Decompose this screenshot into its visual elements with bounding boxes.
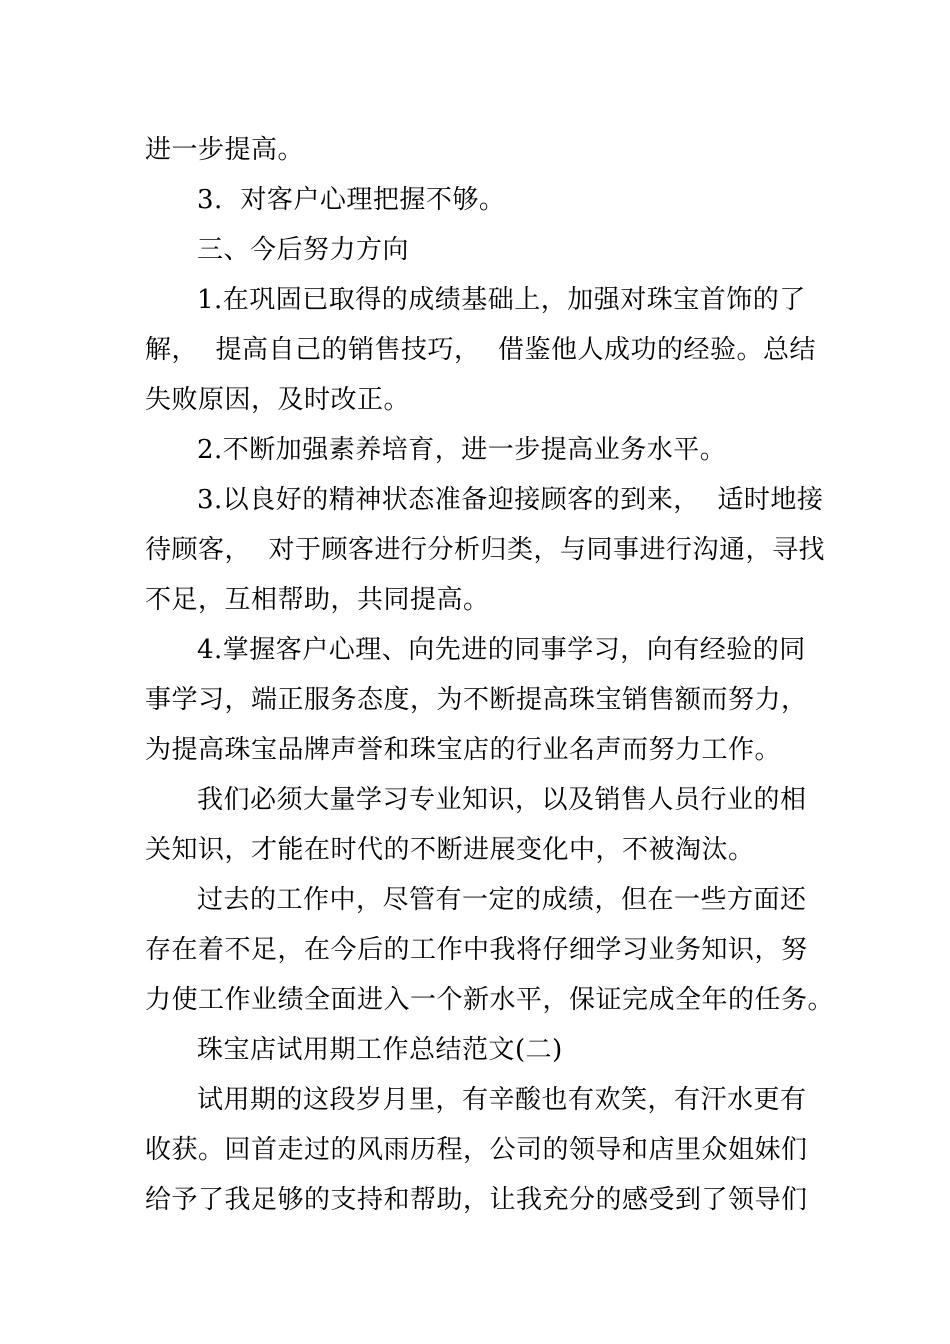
list-item-1: 1.在巩固已取得的成绩基础上，加强对珠宝首饰的了 <box>197 285 806 315</box>
text-line: 进一步提高。 <box>145 135 305 165</box>
text-line: 为提高珠宝品牌声誉和珠宝店的行业名声而努力工作。 <box>145 735 782 765</box>
paragraph-start: 试用期的这段岁月里，有辛酸也有欢笑，有汗水更有 <box>197 1085 807 1115</box>
text-line: 不足，互相帮助，共同提高。 <box>145 585 490 615</box>
section-heading: 三、今后努力方向 <box>197 235 410 265</box>
list-item-3: 3. 对客户心理把握不够。 <box>197 185 506 215</box>
text-line: 待顾客， 对于顾客进行分析归类，与同事进行沟通，寻找 <box>145 535 826 565</box>
text-line: 给予了我足够的支持和帮助，让我充分的感受到了领导们 <box>145 1185 808 1215</box>
text-line: 力使工作业绩全面进入一个新水平，保证完成全年的任务。 <box>145 985 835 1015</box>
paragraph-start: 过去的工作中，尽管有一定的成绩，但在一些方面还 <box>197 885 807 915</box>
text-line: 关知识，才能在时代的不断进展变化中，不被淘汰。 <box>145 835 755 865</box>
text-line: 解， 提高自己的销售技巧， 借鉴他人成功的经验。总结 <box>145 335 817 365</box>
paragraph-start: 我们必须大量学习专业知识，以及销售人员行业的相 <box>197 785 807 815</box>
list-item-4: 4.掌握客户心理、向先进的同事学习，向有经验的同 <box>197 635 806 665</box>
text-line: 事学习，端正服务态度，为不断提高珠宝销售额而努力， <box>145 685 808 715</box>
section-title: 珠宝店试用期工作总结范文(二) <box>197 1035 563 1065</box>
text-line: 收获。回首走过的风雨历程，公司的领导和店里众姐妹们 <box>145 1135 808 1165</box>
list-item-2: 2.不断加强素养培育，进一步提高业务水平。 <box>197 435 727 465</box>
list-item-3-alt: 3.以良好的精神状态准备迎接顾客的到来， 适时地接 <box>197 485 824 515</box>
text-line: 存在着不足，在今后的工作中我将仔细学习业务知识，努 <box>145 935 808 965</box>
text-line: 失败原因，及时改正。 <box>145 385 411 415</box>
